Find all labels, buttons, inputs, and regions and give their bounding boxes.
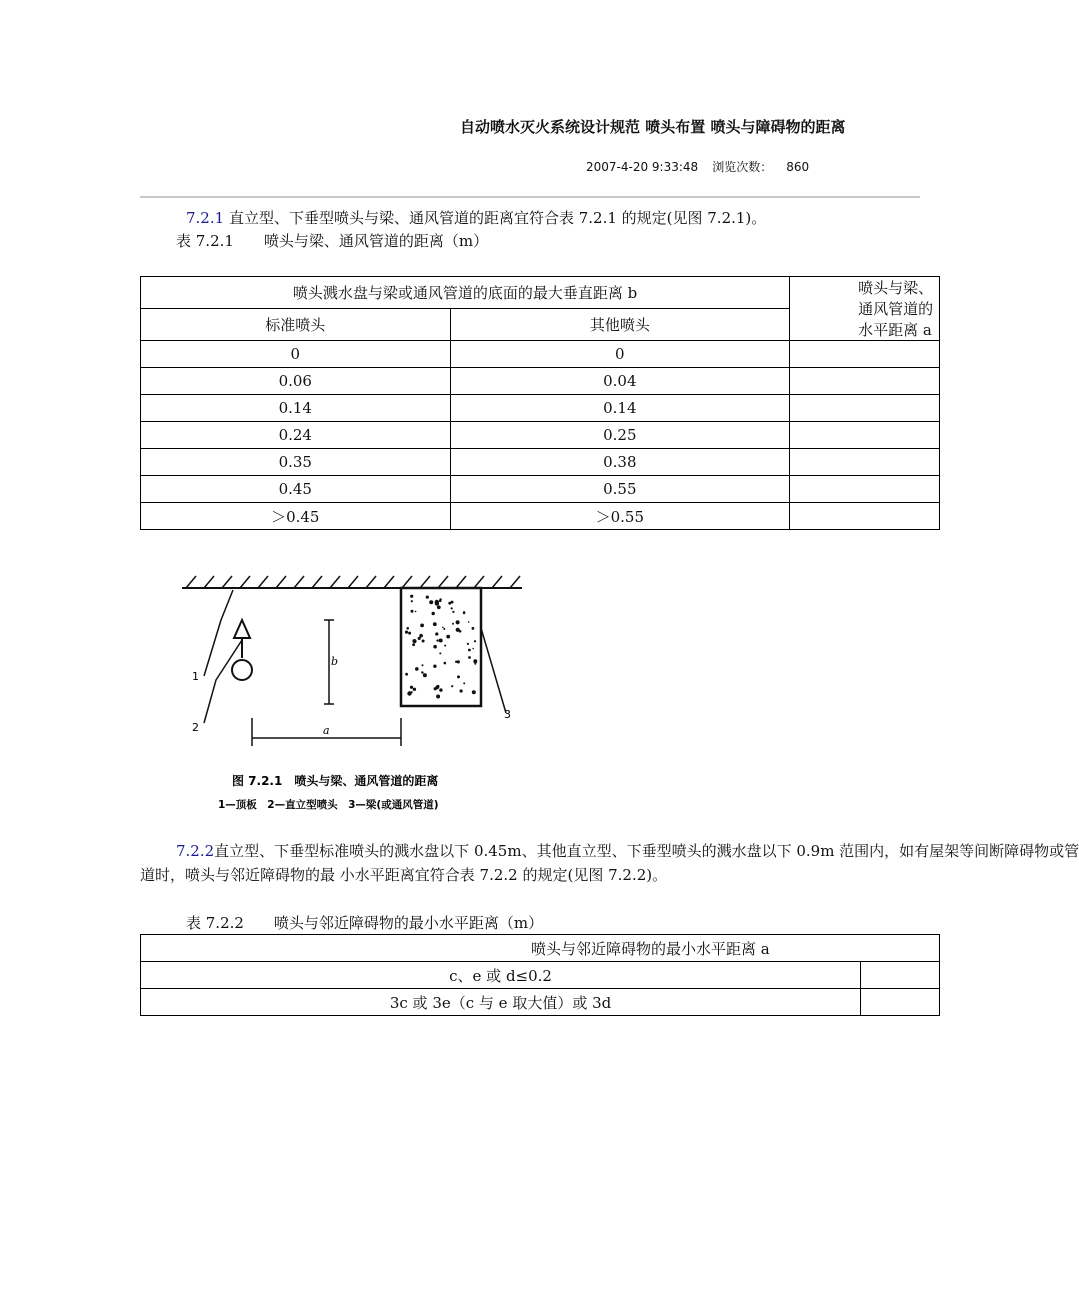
page-title: 自动喷水灭火系统设计规范 喷头布置 喷头与障碍物的距离 (460, 118, 846, 136)
table-7-2-2 (140, 934, 940, 1016)
cell-condition: 3c 或 3e（c 与 e 取大值）或 3d (141, 989, 861, 1016)
cell-a (790, 503, 940, 530)
paragraph-7-2-2 (176, 840, 1079, 861)
label-a: a (323, 724, 330, 737)
cell-standard: 0 (141, 341, 451, 368)
cell-standard: ＞0.45 (141, 503, 451, 530)
cell-standard: 0.24 (141, 422, 451, 449)
cell-other: 0.04 (450, 368, 790, 395)
table-header-standard: 标准喷头 (141, 309, 451, 341)
paragraph-7-2-1 (186, 207, 766, 228)
section-number-7-2-2: 7.2.2 (176, 842, 215, 860)
cell-standard: 0.06 (141, 368, 451, 395)
views-count: 860 (786, 160, 810, 174)
beam (401, 588, 481, 706)
ceiling-slab (182, 576, 522, 588)
table-header-vertical-distance: 喷头溅水盘与梁或通风管道的底面的最大垂直距离 b (141, 277, 790, 309)
table-row (141, 962, 940, 989)
cell-other: 0.38 (450, 449, 790, 476)
table-row (141, 368, 940, 395)
cell-other: ＞0.55 (450, 503, 790, 530)
cell-a (790, 341, 940, 368)
table-7-2-2-caption: 表 7.2.2 喷头与邻近障碍物的最小水平距离（m） (186, 914, 544, 932)
table-row (141, 422, 940, 449)
table-header-other: 其他喷头 (450, 309, 790, 341)
cell-value (861, 962, 940, 989)
section-number-7-2-1: 7.2.1 (186, 209, 225, 227)
cell-other: 0.14 (450, 395, 790, 422)
paragraph-7-2-2-line2: 道时，喷头与邻近障碍物的最 小水平距离宜符合表 7.2.2 的规定(见图 7.2.2)。 (140, 866, 668, 884)
figure-7-2-1 (176, 568, 536, 818)
table-row (141, 395, 940, 422)
paragraph-7-2-2-line1: 直立型、下垂型标准喷头的溅水盘以下 0.45m、其他直立型、下垂型喷头的溅水盘以下 0.9m 范围内，如有屋架等间断障碍物或管 (214, 842, 1079, 860)
table-7-2-1-caption: 表 7.2.1 喷头与梁、通风管道的距离（m） (176, 232, 489, 250)
cell-standard: 0.35 (141, 449, 451, 476)
cell-other: 0.55 (450, 476, 790, 503)
cell-a (790, 422, 940, 449)
table-row (141, 449, 940, 476)
table-header-horizontal-distance: 喷头与梁、通风管道的水平距离 a (790, 277, 940, 341)
publish-date: 2007-4-20 9:33:48 (586, 160, 699, 174)
label-1: 1 (192, 670, 199, 683)
cell-a (790, 476, 940, 503)
cell-other: 0.25 (450, 422, 790, 449)
cell-condition: c、e 或 d≤0.2 (141, 962, 861, 989)
figure-caption: 图 7.2.1 喷头与梁、通风管道的距离 (232, 774, 439, 788)
label-2: 2 (192, 721, 199, 734)
table-row (141, 503, 940, 530)
cell-a (790, 368, 940, 395)
paragraph-7-2-1-text: 直立型、下垂型喷头与梁、通风管道的距离宜符合表 7.2.1 的规定(见图 7.2.1)。 (224, 209, 767, 227)
views-label: 浏览次数： (712, 160, 773, 174)
cell-standard: 0.14 (141, 395, 451, 422)
table-row (141, 476, 940, 503)
cell-value (861, 989, 940, 1016)
divider (140, 196, 920, 198)
cell-a (790, 449, 940, 476)
cell-a (790, 395, 940, 422)
table-row (141, 341, 940, 368)
label-b: b (331, 655, 339, 668)
table-row (141, 989, 940, 1016)
table-header-min-distance: 喷头与邻近障碍物的最小水平距离 a (141, 935, 940, 962)
cell-standard: 0.45 (141, 476, 451, 503)
table-7-2-1 (140, 276, 940, 530)
label-3: 3 (504, 708, 511, 721)
article-meta (586, 158, 823, 175)
cell-other: 0 (450, 341, 790, 368)
figure-legend: 1—顶板 2—直立型喷头 3—梁(或通风管道) (218, 799, 439, 811)
